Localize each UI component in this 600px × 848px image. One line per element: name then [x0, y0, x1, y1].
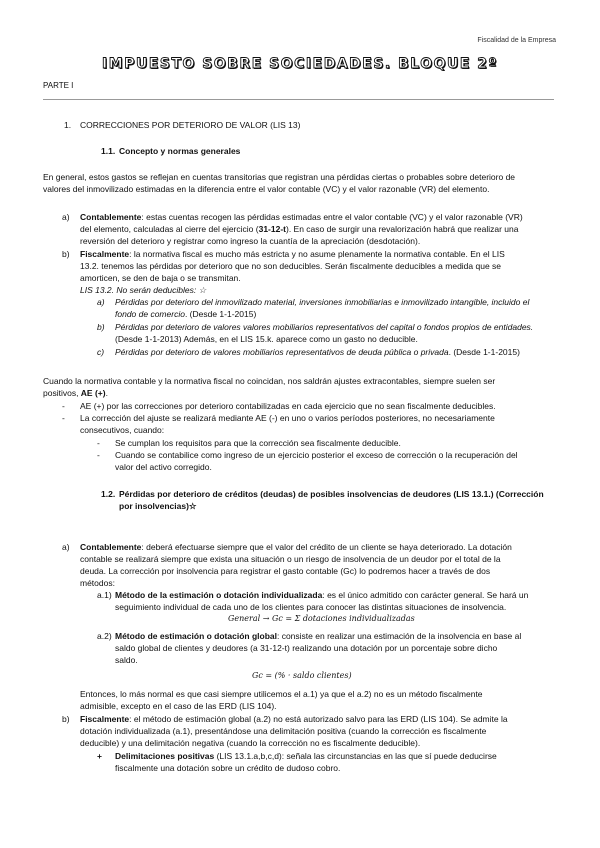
- credit-fiscal-line-2: dotación individualizada (a.1), presentándose una delimitación positiva (cuando la corrección es fiscalmente: [80, 726, 487, 736]
- method-a1-line-1: [115, 589, 528, 601]
- dash-bullet: -: [62, 401, 65, 411]
- ae-subitem-1: Se cumplan los requisitos para que la corrección sea fiscalmente deducible.: [115, 438, 401, 448]
- section-1-2-title-line-1: Pérdidas por deterioro de créditos (deudas) de posibles insolvencias de deudores (LIS 13.1.) (Corrección: [119, 489, 544, 499]
- contable-label: Contablemente: [80, 212, 142, 222]
- list-marker: b): [62, 249, 70, 259]
- section-1-1-number: 1.1.: [101, 146, 116, 156]
- list-marker: c): [97, 347, 105, 357]
- positive-delimitation-label: Delimitaciones positivas: [115, 751, 215, 761]
- ae-text: positivos,: [43, 388, 81, 398]
- credit-contable-line-1: [80, 541, 512, 553]
- intro-line-2: valores del inmovilizado estimadas en la diferencia entre el valor contable (VC) y el valor razonable (VR) del elemento.: [43, 184, 490, 194]
- list-item-date: . (Desde 1-1-2015): [184, 309, 257, 319]
- plus-bullet: +: [97, 751, 102, 761]
- list-item-text: Pérdidas por deterioro de valores mobiliarios representativos de deuda pública o privada: [115, 347, 449, 357]
- credit-fiscal-line-1: [80, 713, 508, 725]
- list-item-date: . (Desde 1-1-2015): [448, 347, 520, 357]
- dash-bullet: -: [97, 438, 100, 448]
- date-highlight: 31-12-t: [258, 224, 286, 234]
- list-item: [115, 308, 256, 320]
- ae-highlight: AE (+): [80, 388, 106, 398]
- method-a1-label: Método de la estimación o dotación individualizada: [115, 590, 323, 600]
- formula-general: General → Gc = Σ dotaciones individualizadas: [228, 614, 415, 623]
- method-a1-text: : es el único admitido con carácter general. Se hará un: [322, 590, 529, 600]
- contable-text: : estas cuentas recogen las pérdidas estimadas entre el valor contable (VC) y el valor razonable (VR): [141, 212, 523, 222]
- ae-item-2-line-1: La corrección del ajuste se realizará mediante AE (-) en uno o varios períodos posteriores, no necesariamente: [80, 413, 495, 423]
- intro-line-1: En general, estos gastos se reflejan en cuentas transitorias que registran una pérdidas ciertas o probables sobre deterioro de: [43, 172, 516, 182]
- credit-contable-label: Contablemente: [80, 542, 142, 552]
- credit-contable-line-4: métodos:: [80, 578, 115, 588]
- method-a1-line-2: seguimiento individual de cada uno de los clientes para conocer las distintas situaciones de insolvencia.: [115, 602, 507, 612]
- document-header: Fiscalidad de la Empresa: [477, 37, 556, 44]
- lis-13-2-heading: LIS 13.2. No serán deducibles: ☆: [80, 285, 207, 295]
- list-marker: a): [62, 542, 70, 552]
- section-1-2-title-line-2: por insolvencias)☆: [119, 501, 197, 511]
- credit-contable-text: : deberá efectuarse siempre que el valor del crédito de un cliente se haya deteriorado. La dotación: [141, 542, 512, 552]
- list-item: (Desde 1-1-2013) Además, en el LIS 15.k. aparece como un gasto no deducible.: [115, 334, 418, 344]
- ae-line-1: Cuando la normativa contable y la normativa fiscal no coincidan, nos saldrán ajustes extracontables, siempre suelen ser: [43, 376, 496, 386]
- positive-delimitation-line-2: fiscalmente una dotación sobre un crédito de dudoso cobro.: [115, 763, 341, 773]
- dash-bullet: -: [62, 413, 65, 423]
- ae-subitem-2-line-1: Cuando se contabilice como ingreso de un ejercicio posterior el exceso de corrección o la recuperación del: [115, 450, 518, 460]
- ae-item-2-line-2: consecutivos, cuando:: [80, 425, 165, 435]
- list-item: Pérdidas por deterioro del inmovilizado material, inversiones inmobiliarias e inmovilizado intangible, incluido el: [115, 297, 530, 307]
- section-1-2-number: 1.2.: [101, 489, 116, 499]
- method-a2-line-3: saldo.: [115, 655, 138, 665]
- list-marker: b): [62, 714, 70, 724]
- list-marker: a): [97, 297, 105, 307]
- contable-text: ). En caso de surgir una revalorización habrá que realizar una: [286, 224, 519, 234]
- credit-fiscal-text: : el método de estimación global (a.2) no está autorizado salvo para las ERD (LIS 104). Se admite la: [129, 714, 508, 724]
- contable-para-line-1: [80, 211, 523, 223]
- positive-delimitation-line-1: [115, 750, 497, 762]
- ae-text: .: [105, 388, 108, 398]
- contable-para-line-2: [80, 223, 518, 235]
- list-item-text: fondo de comercio: [115, 309, 185, 319]
- section-1-number: 1.: [64, 120, 72, 130]
- fiscal-label: Fiscalmente: [80, 249, 130, 259]
- list-marker: a): [62, 212, 70, 222]
- credit-fiscal-label: Fiscalmente: [80, 714, 130, 724]
- method-a2-line-2: saldo global de clientes y deudores (a 31-12-t) realizando una dotación por un porcentaje sobre dicho: [115, 643, 498, 653]
- credit-contable-line-3: deuda. La corrección por insolvencia para registrar el gasto contable (Gc) lo podremos hacer a través de dos: [80, 566, 491, 576]
- fiscal-para-line-3: amorticen, se den de baja o se transmitan.: [80, 273, 241, 283]
- dash-bullet: -: [97, 450, 100, 460]
- conclusion-line-2: admisible, excepto en el caso de las ERD (LIS 104).: [80, 701, 277, 711]
- conclusion-line-1: Entonces, lo más normal es que casi siempre utilicemos el a.1) ya que el a.2) no es un método fiscalmente: [80, 689, 483, 699]
- method-a2-label: Método de estimación o dotación global: [115, 631, 277, 641]
- list-marker: b): [97, 322, 105, 332]
- section-1-title: CORRECCIONES POR DETERIORO DE VALOR (LIS 13): [80, 120, 301, 130]
- method-a2-marker: a.2): [97, 631, 112, 641]
- list-item: [115, 346, 520, 358]
- credit-contable-line-2: contable se realizará siempre que exista una situación o un riesgo de insolvencia de un deudor por el total de la: [80, 554, 501, 564]
- method-a2-text: : consiste en realizar una estimación de la insolvencia en base al: [276, 631, 522, 641]
- ae-item-1: AE (+) por las correcciones por deterioro contabilizadas en cada ejercicio que no sean fiscalmente deducibles.: [80, 401, 496, 411]
- method-a2-line-1: [115, 630, 521, 642]
- credit-fiscal-line-3: deducible) y una delimitación negativa (cuando la corrección no es fiscalmente deducible).: [80, 738, 421, 748]
- ae-subitem-2-line-2: valor del activo corregido.: [115, 462, 212, 472]
- section-1-1-title: Concepto y normas generales: [119, 146, 241, 156]
- method-a1-marker: a.1): [97, 590, 112, 600]
- page-title: IMPUESTO SOBRE SOCIEDADES. BLOQUE 2º: [102, 56, 498, 72]
- divider: [43, 99, 554, 100]
- positive-delimitation-text: (LIS 13.1.a,b,c,d): señala las circunstancias en las que sí puede deducirse: [214, 751, 497, 761]
- fiscal-para-line-1: [80, 248, 505, 260]
- formula-global: Gc = (% · saldo clientes): [252, 671, 352, 680]
- ae-line-2: [43, 387, 108, 399]
- fiscal-text: : la normativa fiscal es mucho más estricta y no asume plenamente la normativa contable. En el LIS: [129, 249, 505, 259]
- contable-text: del elemento, calculadas al cierre del ejercicio (: [80, 224, 259, 234]
- list-item: Pérdidas por deterioro de valores valores mobiliarios representativos del capital o fondos propios de entidades.: [115, 322, 534, 332]
- part-label: PARTE I: [43, 81, 74, 90]
- contable-para-line-3: reversión del deterioro y registrar como ingreso la cuantía de la apreciación (desdotación).: [80, 236, 421, 246]
- fiscal-para-line-2: 13.2. tenemos las pérdidas por deterioro que no son deducibles. Serán fiscalmente deducibles a medida que se: [80, 261, 502, 271]
